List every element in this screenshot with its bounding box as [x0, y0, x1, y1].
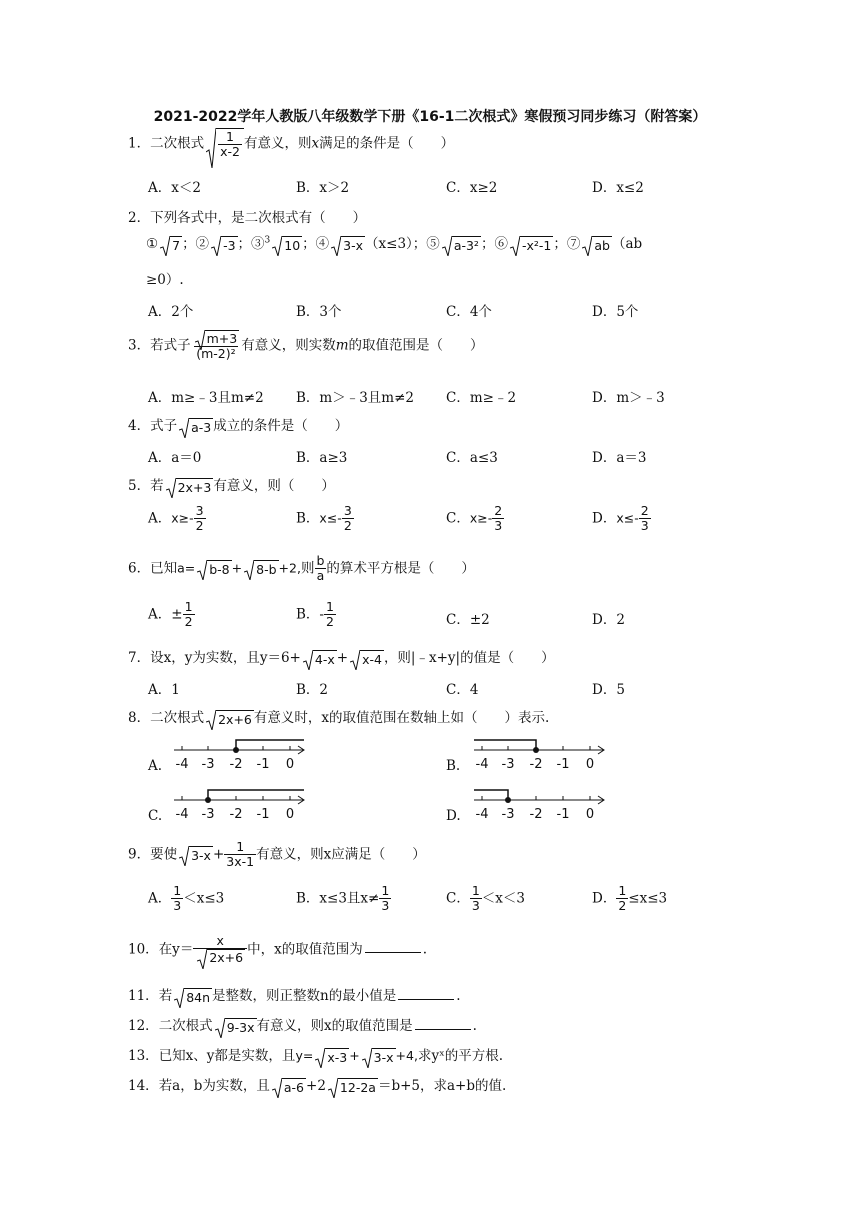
radical — [197, 949, 245, 965]
question-text: 有意义，则x的取值范围是 — [256, 1018, 413, 1034]
tick-label: -1 — [556, 807, 570, 822]
radical — [206, 128, 244, 160]
radicand: 3-x — [343, 237, 364, 253]
option-b[interactable]: B．2 — [296, 682, 329, 698]
question-1 — [128, 128, 454, 160]
numerator: 1 — [236, 839, 245, 854]
tick-label: -3 — [201, 807, 215, 822]
punctuation: . — [472, 1018, 477, 1034]
operator: + — [231, 560, 243, 576]
option-expr: ± — [171, 606, 183, 623]
radicand: 7 — [172, 237, 181, 253]
option-c[interactable] — [446, 504, 504, 534]
radical — [160, 236, 182, 254]
separator: ；⑦ — [553, 236, 581, 252]
question-text: 已知x、y都是实数，且 — [158, 1048, 296, 1064]
radical — [350, 650, 384, 668]
question-number: 9． — [128, 846, 151, 863]
question-text: 有意义，则（ ） — [213, 478, 335, 494]
tick-label: -3 — [201, 757, 215, 772]
option-a[interactable] — [148, 884, 224, 914]
radicand: a-6 — [283, 1079, 305, 1095]
radical — [331, 236, 365, 254]
separator: ；② — [182, 236, 210, 252]
question-number: 2． — [128, 210, 151, 226]
numerator: x — [216, 933, 224, 948]
denominator: 2 — [618, 898, 627, 914]
tick-label: -1 — [556, 757, 570, 772]
option-d[interactable]: D．5个 — [592, 304, 639, 320]
option-c[interactable]: C．4 — [446, 682, 479, 698]
radicand: 2x+3 — [177, 479, 212, 495]
numerator — [191, 330, 242, 346]
question-11 — [128, 984, 461, 1006]
tick-label: -2 — [229, 807, 243, 822]
number-line-c — [170, 782, 310, 824]
option-expr: x≤- — [319, 510, 342, 526]
fraction — [342, 504, 354, 534]
question-text: 已知 — [150, 560, 178, 577]
tick-label: -2 — [229, 757, 243, 772]
numerator: 2 — [494, 503, 503, 518]
fraction — [218, 130, 242, 160]
option-b[interactable] — [296, 884, 391, 914]
option-b[interactable]: B．a≥3 — [296, 450, 348, 466]
fraction — [183, 600, 195, 630]
radicand: m+3 — [206, 331, 238, 346]
tick-label: -4 — [475, 807, 489, 822]
question-14 — [128, 1074, 506, 1096]
numerator: 1 — [325, 599, 334, 614]
radicand: ab — [594, 237, 610, 253]
radicand: -x²-1 — [521, 237, 552, 253]
question-text: 则 — [300, 560, 315, 577]
answer-blank[interactable] — [398, 989, 454, 1000]
question-text: 若 — [150, 478, 164, 494]
numerator: 1 — [173, 883, 182, 898]
option-a[interactable]: A．a＝0 — [148, 450, 202, 466]
punctuation: . — [422, 941, 428, 958]
option-a[interactable] — [148, 504, 206, 534]
question-text: ＝b+5，求a+b的值. — [377, 1078, 507, 1094]
numerator: 1 — [226, 129, 234, 144]
fraction — [492, 504, 504, 534]
numerator: 1 — [381, 883, 390, 898]
tick-label: 0 — [285, 757, 295, 772]
page-title: 2021-2022学年人教版八年级数学下册《16-1二次根式》寒假预习同步练习（附答案） — [153, 109, 707, 125]
question-number: 5． — [128, 478, 151, 494]
radicand: 3-x — [191, 847, 211, 863]
option-d[interactable]: D．5 — [592, 682, 625, 698]
tick-label: -2 — [529, 757, 543, 772]
expr: +2 — [306, 1078, 326, 1094]
radicand: 10 — [284, 237, 301, 253]
option-d[interactable] — [592, 884, 667, 914]
radical — [362, 1048, 396, 1066]
option-d[interactable]: D．x≤2 — [592, 180, 644, 196]
option-d[interactable]: D．a＝3 — [592, 450, 647, 466]
fraction — [171, 884, 183, 914]
option-c[interactable]: C. — [148, 808, 163, 824]
option-expr: x≥- — [469, 510, 493, 526]
option-d[interactable]: D. — [446, 808, 461, 824]
fraction — [224, 840, 256, 870]
option-expr: - — [319, 606, 324, 623]
question-text: 式子 — [150, 418, 178, 434]
tick-label: 0 — [285, 807, 295, 822]
radicand: 84n — [186, 989, 211, 1005]
number-line-d — [470, 782, 610, 824]
fraction — [639, 504, 651, 534]
question-text: 在y＝ — [158, 941, 194, 958]
denominator: 2 — [195, 518, 204, 534]
punctuation: . — [456, 988, 461, 1004]
radical — [174, 988, 212, 1006]
option-a[interactable]: A. — [148, 758, 163, 774]
numerator: 1 — [618, 883, 627, 898]
question-4 — [128, 414, 348, 436]
question-2-expressions — [146, 232, 642, 254]
question-text: ，则|﹣x+y|的值是（ ） — [383, 650, 555, 666]
question-12 — [128, 1014, 477, 1036]
expr: a= — [177, 560, 196, 576]
question-number: 4． — [128, 418, 151, 434]
number-line-a — [170, 732, 310, 774]
option-expr: x≥- — [171, 510, 194, 526]
question-text: 求yˣ的平方根. — [417, 1048, 504, 1064]
denominator: (m-2)² — [196, 346, 236, 362]
question-3 — [128, 330, 484, 362]
radical — [179, 846, 213, 864]
question-text: 有意义，则 — [243, 135, 312, 152]
option-label: D． — [592, 510, 617, 527]
numerator: 2 — [640, 503, 649, 518]
tick-label: -3 — [501, 757, 515, 772]
radicand: 8-b — [256, 561, 277, 577]
operator: + — [349, 1048, 360, 1063]
question-text: 二次根式 — [150, 135, 205, 152]
option-a[interactable] — [148, 600, 195, 630]
option-b[interactable]: B．3个 — [296, 304, 342, 320]
variable: x — [311, 135, 320, 152]
denominator: 3x-1 — [226, 854, 255, 870]
question-number: 6． — [128, 560, 151, 577]
option-label: A． — [148, 606, 172, 623]
tick-label: -4 — [475, 757, 489, 772]
option-a[interactable]: A．2个 — [148, 304, 194, 320]
question-2-continuation: ≥0）. — [146, 272, 184, 288]
question-10 — [128, 934, 427, 966]
separator: （ab — [611, 236, 643, 252]
operator: + — [212, 846, 225, 863]
separator: ；③ — [237, 236, 265, 252]
radical — [179, 418, 213, 436]
question-number: 7． — [128, 650, 151, 666]
fraction — [470, 884, 482, 914]
expr: +2, — [278, 560, 301, 576]
question-number: 10． — [128, 941, 159, 958]
denominator: 3 — [471, 898, 480, 914]
numerator: 3 — [195, 503, 204, 518]
numerator: b — [316, 553, 325, 568]
option-c[interactable]: C．m≥﹣2 — [446, 390, 517, 406]
separator: ；④ — [302, 236, 330, 252]
fraction — [314, 554, 326, 584]
question-text: 有意义时，x的取值范围在数轴上如（ ）表示. — [253, 710, 550, 726]
question-text: 要使 — [150, 846, 178, 863]
fraction — [194, 504, 206, 534]
option-b[interactable]: B．x＞2 — [296, 180, 350, 196]
option-expr: ＜x＜3 — [481, 890, 525, 907]
option-label: B． — [296, 510, 320, 527]
question-text: 二次根式 — [158, 1018, 213, 1034]
option-c[interactable]: C．±2 — [446, 612, 490, 628]
option-expr: x≤- — [616, 510, 639, 526]
question-number: 13． — [128, 1048, 159, 1064]
denominator: 2 — [325, 614, 334, 630]
option-label: D． — [592, 890, 617, 907]
question-number: 8． — [128, 710, 151, 726]
question-text: 中，x的取值范围为 — [247, 941, 363, 958]
radical — [510, 236, 553, 254]
question-number: 3． — [128, 337, 151, 354]
radical — [582, 236, 612, 254]
root-index: 3 — [264, 235, 271, 246]
question-5 — [128, 474, 335, 496]
radicand: b-8 — [209, 561, 230, 577]
radical — [166, 478, 214, 496]
label: ① — [146, 236, 159, 252]
operator: + — [336, 650, 349, 666]
option-label: B． — [296, 890, 320, 907]
denominator: x-2 — [220, 144, 240, 160]
radical — [215, 1018, 257, 1036]
option-label: C． — [446, 510, 470, 527]
radical — [315, 1048, 349, 1066]
question-text: 成立的条件是（ ） — [213, 418, 349, 434]
radicand: -3 — [223, 237, 236, 253]
tick-label: -4 — [175, 807, 189, 822]
option-expr: x≤3且x≠ — [319, 890, 380, 907]
option-expr: ≤x≤3 — [628, 890, 668, 907]
radicand: x-3 — [327, 1049, 348, 1065]
question-text: 设x，y为实数，且y＝6+ — [150, 650, 301, 666]
fraction — [616, 884, 628, 914]
numerator: 1 — [184, 599, 193, 614]
radical — [272, 236, 302, 254]
question-text: 下列各式中，是二次根式有（ ） — [150, 210, 367, 226]
radical — [442, 236, 481, 254]
fraction — [193, 934, 247, 966]
tick-label: -3 — [501, 807, 515, 822]
radicand: 3-x — [373, 1049, 394, 1065]
question-text: 若 — [158, 988, 173, 1004]
fraction — [324, 600, 336, 630]
denominator: 2 — [184, 614, 193, 630]
question-13 — [128, 1044, 503, 1066]
question-number: 14． — [128, 1078, 159, 1094]
denominator: 3 — [173, 898, 182, 914]
question-9 — [128, 840, 426, 870]
denominator: 3 — [494, 518, 503, 534]
tick-label: -4 — [175, 757, 189, 772]
radicand: a-3² — [453, 237, 479, 253]
option-c[interactable]: C．4个 — [446, 304, 492, 320]
question-number: 12． — [128, 1018, 159, 1034]
option-a[interactable]: A．m≥﹣3且m≠2 — [148, 390, 264, 406]
question-text: 有意义，则实数 — [241, 337, 336, 354]
separator: （x≤3）；⑤ — [365, 236, 440, 252]
variable: m — [335, 337, 349, 354]
answer-blank[interactable] — [365, 942, 421, 953]
option-b[interactable]: B．m＞﹣3且m≠2 — [296, 390, 415, 406]
number-line-b — [470, 732, 610, 774]
radical — [272, 1078, 306, 1096]
radicand: a-3 — [191, 419, 212, 435]
radical — [206, 710, 254, 728]
question-text: 的取值范围是（ ） — [348, 337, 484, 354]
question-text: 二次根式 — [150, 710, 205, 726]
option-label: A． — [148, 890, 172, 907]
radical — [244, 560, 278, 578]
radical — [197, 560, 231, 578]
denominator: 2 — [343, 518, 352, 534]
denominator: a — [316, 568, 325, 584]
option-b[interactable] — [296, 600, 336, 630]
radicand: 9-3x — [226, 1019, 255, 1035]
radical — [328, 1078, 378, 1096]
radicand: 2x+6 — [218, 711, 252, 727]
denominator: 3 — [640, 518, 649, 534]
option-label: A． — [148, 510, 172, 527]
separator: ；⑥ — [480, 236, 508, 252]
radical — [195, 330, 240, 346]
tick-label: -1 — [256, 807, 270, 822]
option-c[interactable] — [446, 884, 525, 914]
tick-label: -1 — [256, 757, 270, 772]
option-d[interactable] — [592, 504, 651, 534]
question-text: 的算术平方根是（ ） — [326, 560, 475, 577]
option-d[interactable]: D．m＞﹣3 — [592, 390, 665, 406]
question-text: 满足的条件是（ ） — [319, 135, 455, 152]
option-a[interactable]: A．1 — [148, 682, 180, 698]
expr: +4, — [395, 1048, 418, 1063]
fraction — [379, 884, 391, 914]
numerator: 1 — [471, 883, 480, 898]
option-d[interactable]: D．2 — [592, 612, 625, 628]
tick-label: 0 — [585, 807, 595, 822]
question-8 — [128, 706, 549, 728]
numerator: 3 — [343, 503, 352, 518]
question-7 — [128, 646, 555, 668]
question-number: 1． — [128, 135, 151, 152]
radical — [303, 650, 337, 668]
fraction — [191, 330, 242, 362]
radicand: x-4 — [362, 651, 382, 667]
option-b[interactable] — [296, 504, 354, 534]
radicand: 4-x — [314, 651, 335, 667]
option-expr: ＜x≤3 — [183, 890, 225, 907]
option-b[interactable]: B. — [446, 758, 461, 774]
option-a[interactable]: A．x＜2 — [148, 180, 201, 196]
question-text: 是整数，则正整数n的最小值是 — [212, 988, 397, 1004]
radical — [211, 236, 237, 254]
tick-label: -2 — [529, 807, 543, 822]
question-2 — [128, 206, 366, 226]
radicand: 2x+6 — [209, 950, 244, 966]
option-label: C． — [446, 890, 470, 907]
answer-blank[interactable] — [415, 1019, 471, 1030]
radicand: 12-2a — [339, 1079, 376, 1095]
tick-label: 0 — [585, 757, 595, 772]
option-label: B． — [296, 606, 320, 623]
option-c[interactable]: C．x≥2 — [446, 180, 498, 196]
question-number: 11． — [128, 988, 159, 1004]
denominator: 3 — [381, 898, 390, 914]
option-c[interactable]: C．a≤3 — [446, 450, 498, 466]
question-text: 若a，b为实数，且 — [158, 1078, 270, 1094]
question-text: 有意义，则x应满足（ ） — [256, 846, 426, 863]
expr: y= — [295, 1048, 314, 1063]
question-text: 若式子 — [150, 337, 191, 354]
denominator — [193, 948, 247, 965]
question-6 — [128, 554, 475, 584]
